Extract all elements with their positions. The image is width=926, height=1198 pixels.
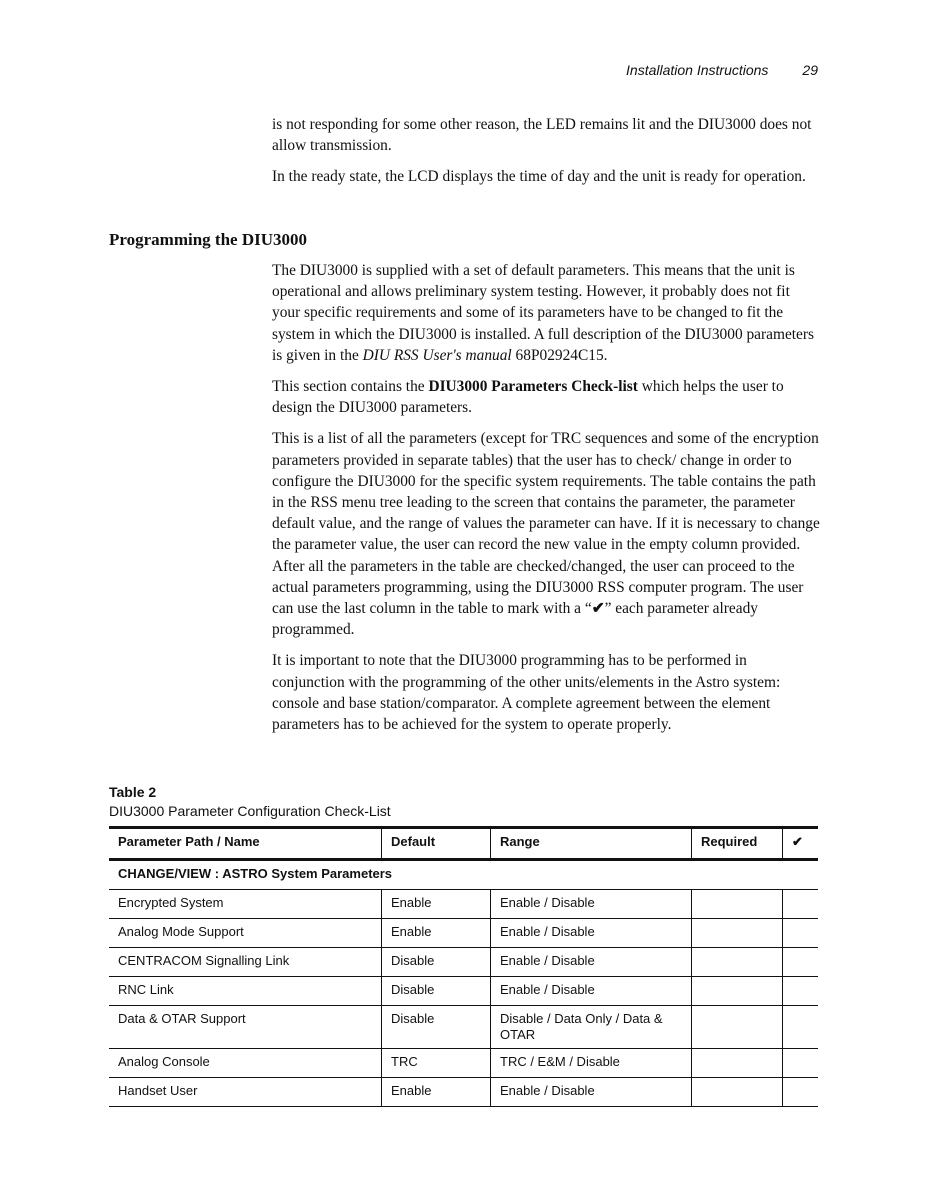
param-required — [692, 890, 783, 919]
table-title: DIU3000 Parameter Configuration Check-List — [109, 803, 391, 819]
param-name: Analog Console — [109, 1049, 382, 1078]
param-name: Encrypted System — [109, 890, 382, 919]
param-check — [783, 977, 819, 1006]
manual-title: DIU RSS User's manual — [362, 346, 512, 364]
param-range: Enable / Disable — [491, 977, 692, 1006]
running-header — [626, 62, 818, 78]
param-name: Handset User — [109, 1078, 382, 1107]
header-section-title: Installation Instructions — [626, 62, 769, 78]
param-name: Analog Mode Support — [109, 919, 382, 948]
param-range: Disable / Data Only / Data & OTAR — [491, 1006, 692, 1049]
paragraph-text: This is a list of all the parameters (except for TRC sequences and some of the encryption parameters provided in separate tables) that the user has to check/ change in order to configure the DIU3000 for the specific system requirements. The table contains the path in the RSS menu tree leading to the screen that contains the parameter, the parameter default value, and the range of values the parameter can have. If it is necessary to change the parameter value, the user can record the new value in the empty column provided. After all the parameters in the table are checked/changed, the user can proceed to the actual parameters programming, using the DIU3000 RSS computer program. The user can use the last column in the table to mark with a “ — [272, 430, 820, 618]
intro-text — [272, 114, 820, 198]
section-paragraph-4: It is important to note that the DIU3000 programming has to be performed in conjunction with the programming of the other units/elements in the Astro system: console and base station/comparator. A complete agreement between the element parameters has to be achieved for the system to operate properly. — [272, 652, 781, 734]
param-default: Disable — [382, 977, 491, 1006]
param-check — [783, 1006, 819, 1049]
param-check — [783, 890, 819, 919]
group-label: CHANGE/VIEW : ASTRO System Parameters — [109, 860, 818, 890]
paragraph-text: which helps the user to design the DIU3000 parameters. — [272, 378, 784, 417]
table-row — [109, 1006, 818, 1049]
page-number: 29 — [802, 62, 818, 78]
param-default: Enable — [382, 919, 491, 948]
table-header-row — [109, 828, 818, 860]
param-range: Enable / Disable — [491, 1078, 692, 1107]
parameter-checklist-table — [109, 826, 818, 1107]
param-range: Enable / Disable — [491, 948, 692, 977]
table-row — [109, 919, 818, 948]
section-paragraph-3 — [272, 428, 820, 640]
paragraph-text: This section contains the — [272, 378, 429, 396]
param-default: Disable — [382, 1006, 491, 1049]
section-body — [272, 260, 820, 745]
section-heading: Programming the DIU3000 — [109, 230, 307, 249]
header-range: Range — [491, 828, 692, 860]
param-required — [692, 1006, 783, 1049]
header-required: Required — [692, 828, 783, 860]
param-name: Data & OTAR Support — [109, 1006, 382, 1049]
table-row — [109, 977, 818, 1006]
table-group-row — [109, 860, 818, 890]
param-required — [692, 1049, 783, 1078]
table-row — [109, 948, 818, 977]
table-number: Table 2 — [109, 784, 157, 800]
param-required — [692, 1078, 783, 1107]
param-default: TRC — [382, 1049, 491, 1078]
intro-paragraph-1: is not responding for some other reason, the LED remains lit and the DIU3000 does not allow transmission. — [272, 116, 812, 155]
param-name: CENTRACOM Signalling Link — [109, 948, 382, 977]
param-check — [783, 948, 819, 977]
header-parameter: Parameter Path / Name — [109, 828, 382, 860]
table-row — [109, 890, 818, 919]
section-paragraph-2 — [272, 376, 820, 418]
table-row — [109, 1078, 818, 1107]
param-range: Enable / Disable — [491, 890, 692, 919]
param-required — [692, 977, 783, 1006]
paragraph-text: The DIU3000 is supplied with a set of default parameters. This means that the unit is operational and allows preliminary system testing. However, it probably does not fit your specific requirements and some of its parameters have to be changed to fit the system in which the DIU3000 is installed. A full description of the DIU3000 parameters is given in the — [272, 262, 814, 364]
header-default: Default — [382, 828, 491, 860]
checklist-name: DIU3000 Parameters Check-list — [428, 378, 638, 396]
section-paragraph-1 — [272, 260, 820, 366]
param-default: Enable — [382, 890, 491, 919]
intro-paragraph-2: In the ready state, the LCD displays the time of day and the unit is ready for operation. — [272, 168, 806, 186]
table-caption — [109, 783, 391, 821]
param-range: Enable / Disable — [491, 919, 692, 948]
paragraph-text: ” each parameter already programmed. — [272, 600, 758, 639]
param-required — [692, 919, 783, 948]
paragraph-text: 68P02924C15. — [511, 346, 608, 364]
checkmark-icon: ✔ — [783, 828, 819, 860]
param-check — [783, 1049, 819, 1078]
param-default: Disable — [382, 948, 491, 977]
param-check — [783, 1078, 819, 1107]
checkmark-icon: ✔ — [591, 600, 605, 618]
param-name: RNC Link — [109, 977, 382, 1006]
param-required — [692, 948, 783, 977]
table-row — [109, 1049, 818, 1078]
param-default: Enable — [382, 1078, 491, 1107]
param-range: TRC / E&M / Disable — [491, 1049, 692, 1078]
param-check — [783, 919, 819, 948]
